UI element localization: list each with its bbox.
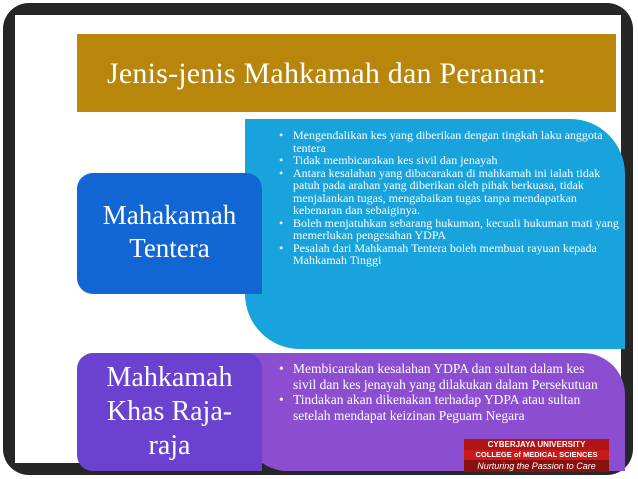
- military-court-label-box: [77, 173, 262, 294]
- label-line: Mahkamah: [106, 362, 233, 393]
- bullet-item: • Tidak membicarakan kes sivil dan jenayah: [279, 154, 619, 167]
- slide-frame: [3, 3, 633, 475]
- bullet-item: • Antara kesalahan yang dibacarakan di mahkamah ini ialah tidak patuh pada arahan yang diberikan oleh pihak berkuasa, tidak menjalankan tugas, mengabaikan tugas tanpa mendapatkan kebenaran dan sebaiginya.: [279, 167, 619, 217]
- logo-tagline: Nurturing the Passion to Care: [477, 461, 596, 471]
- logo-line-2: COLLEGE of MEDICAL SCIENCES: [475, 450, 598, 459]
- bullet-item: • Tindakan akan dikenakan terhadap YDPA atau sultan setelah mendapat keizinan Peguam Negara: [279, 392, 609, 423]
- slide-canvas: [15, 15, 621, 463]
- title-bar: [77, 34, 616, 112]
- label-line: Khas Raja-: [106, 396, 233, 427]
- military-court-bullet-list: [279, 129, 619, 267]
- bullet-item: • Pesalah dari Mahkamah Tentera boleh membuat rayuan kepada Mahkamah Tinggi: [279, 242, 619, 267]
- special-court-label-box: [77, 353, 262, 471]
- bullet-item: • Membicarakan kesalahan YDPA dan sultan dalam kes sivil dan kes jenayah yang dilakukan dalam Persekutuan: [279, 361, 609, 392]
- logo-line-1: CYBERJAYA UNIVERSITY: [487, 440, 586, 449]
- university-logo: [464, 439, 609, 473]
- military-court-label: [77, 199, 262, 265]
- slide-title: Jenis-jenis Mahkamah dan Peranan:: [107, 57, 546, 90]
- special-court-bullet-list: [279, 361, 609, 423]
- label-line: raja: [148, 430, 191, 461]
- label-line: Mahakamah: [102, 200, 237, 230]
- bullet-item: • Boleh menjatuhkan sebarang hukuman, kecuali hukuman mati yang memerlukan pengesahan YDPA: [279, 217, 619, 242]
- label-line: Tentera: [129, 233, 210, 263]
- military-court-description-box: [245, 119, 625, 349]
- bullet-item: • Mengendalikan kes yang diberikan dengan tingkah laku anggota tentera: [279, 129, 619, 154]
- special-court-label: [77, 361, 262, 463]
